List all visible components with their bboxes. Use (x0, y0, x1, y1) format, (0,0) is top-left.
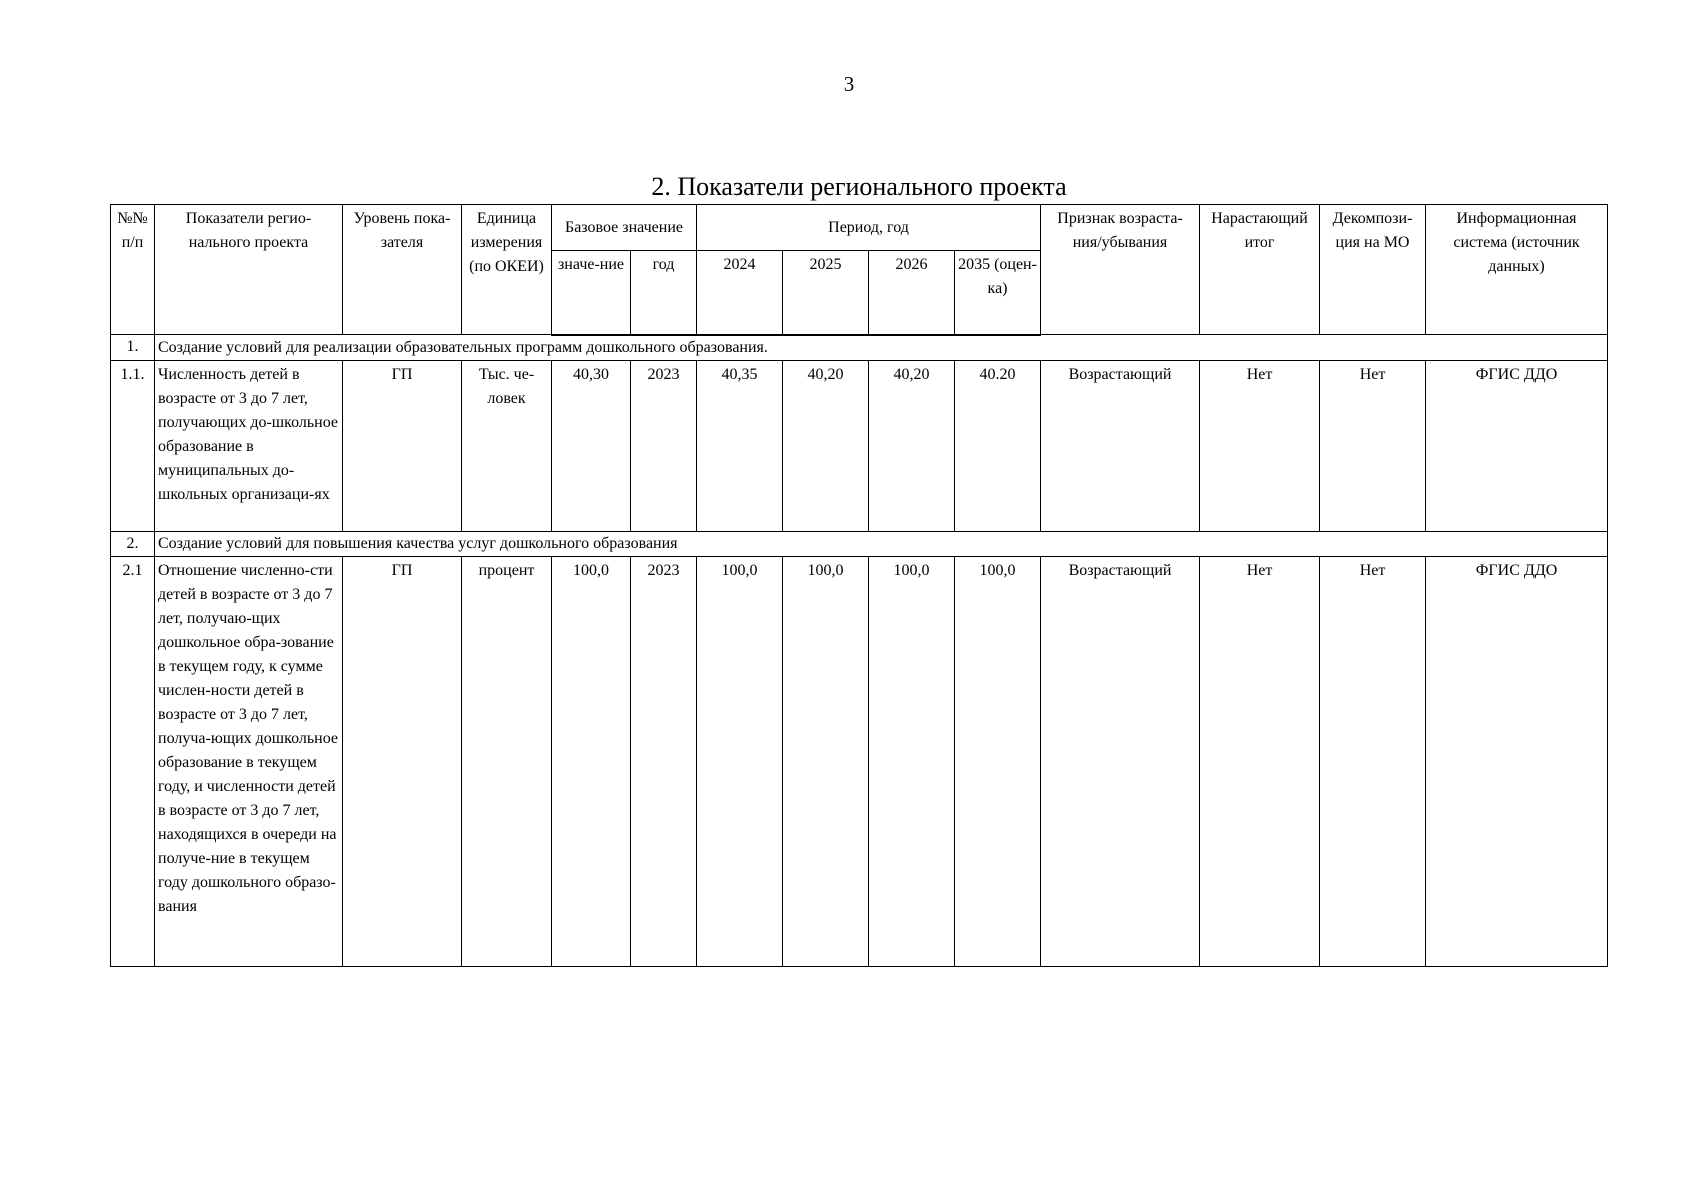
page-title: 2. Показатели регионального проекта (651, 172, 1067, 201)
row-base-value: 40,30 (552, 360, 631, 531)
header-trend: Признак возраста-ния/убывания (1041, 205, 1200, 335)
header-info-system: Информационная система (источник данных) (1426, 205, 1608, 335)
row-unit: процент (462, 556, 552, 966)
header-num: №№ п/п (111, 205, 155, 335)
row-base-value: 100,0 (552, 556, 631, 966)
header-year-2026: 2026 (869, 251, 955, 335)
row-base-year: 2023 (631, 360, 697, 531)
row-value-2025: 100,0 (783, 556, 869, 966)
row-num: 2.1 (111, 556, 155, 966)
row-value-2025: 40,20 (783, 360, 869, 531)
row-decomposition: Нет (1320, 556, 1426, 966)
header-base: Базовое значение (552, 205, 697, 251)
row-base-year: 2023 (631, 556, 697, 966)
row-trend: Возрастающий (1041, 556, 1200, 966)
header-decomposition: Декомпози-ция на МО (1320, 205, 1426, 335)
header-period: Период, год (697, 205, 1041, 251)
header-cumulative: Нарастающий итог (1200, 205, 1320, 335)
header-year-2024: 2024 (697, 251, 783, 335)
section-row (111, 531, 1608, 556)
header-base-year: год (631, 251, 697, 335)
header-unit: Единица измерения (по ОКЕИ) (462, 205, 552, 335)
row-indicator: Отношение численно-сти детей в возрасте от 3 до 7 лет, получаю-щих дошкольное обра-зование в текущем году, к сумме числен-ности детей в возрасте от 3 до 7 лет, получа-ющих дошкольное образование в текущем году, и численности детей в возрасте от 3 до 7 лет, находящихся в очереди на получе-ние в текущем году дошкольного образо-вания (155, 556, 343, 966)
section-title: Создание условий для повышения качества услуг дошкольного образования (155, 531, 1608, 556)
header-level: Уровень пока-зателя (343, 205, 462, 335)
row-value-2024: 40,35 (697, 360, 783, 531)
row-info-system: ФГИС ДДО (1426, 556, 1608, 966)
row-level: ГП (343, 556, 462, 966)
header-year-2035: 2035 (оцен-ка) (955, 251, 1041, 335)
row-unit: Тыс. че-ловек (462, 360, 552, 531)
row-info-system: ФГИС ДДО (1426, 360, 1608, 531)
indicators-table (110, 204, 1608, 967)
section-title: Создание условий для реализации образовательных программ дошкольного образования. (155, 335, 1608, 361)
section-row (111, 335, 1608, 361)
header-base-value: значе-ние (552, 251, 631, 335)
header-row-1 (111, 205, 1608, 251)
row-decomposition: Нет (1320, 360, 1426, 531)
section-num: 1. (111, 335, 155, 361)
table-row (111, 360, 1608, 531)
row-value-2035: 100,0 (955, 556, 1041, 966)
row-trend: Возрастающий (1041, 360, 1200, 531)
row-value-2024: 100,0 (697, 556, 783, 966)
row-value-2026: 40,20 (869, 360, 955, 531)
page-number: 3 (843, 72, 855, 96)
row-num: 1.1. (111, 360, 155, 531)
row-cumulative: Нет (1200, 360, 1320, 531)
table-row (111, 556, 1608, 966)
row-cumulative: Нет (1200, 556, 1320, 966)
header-year-2025: 2025 (783, 251, 869, 335)
row-indicator: Численность детей в возрасте от 3 до 7 лет, получающих до-школьное образование в муниципальных до-школьных организаци-ях (155, 360, 343, 531)
row-value-2026: 100,0 (869, 556, 955, 966)
row-level: ГП (343, 360, 462, 531)
section-num: 2. (111, 531, 155, 556)
header-indicator: Показатели регио-нального проекта (155, 205, 343, 335)
row-value-2035: 40.20 (955, 360, 1041, 531)
